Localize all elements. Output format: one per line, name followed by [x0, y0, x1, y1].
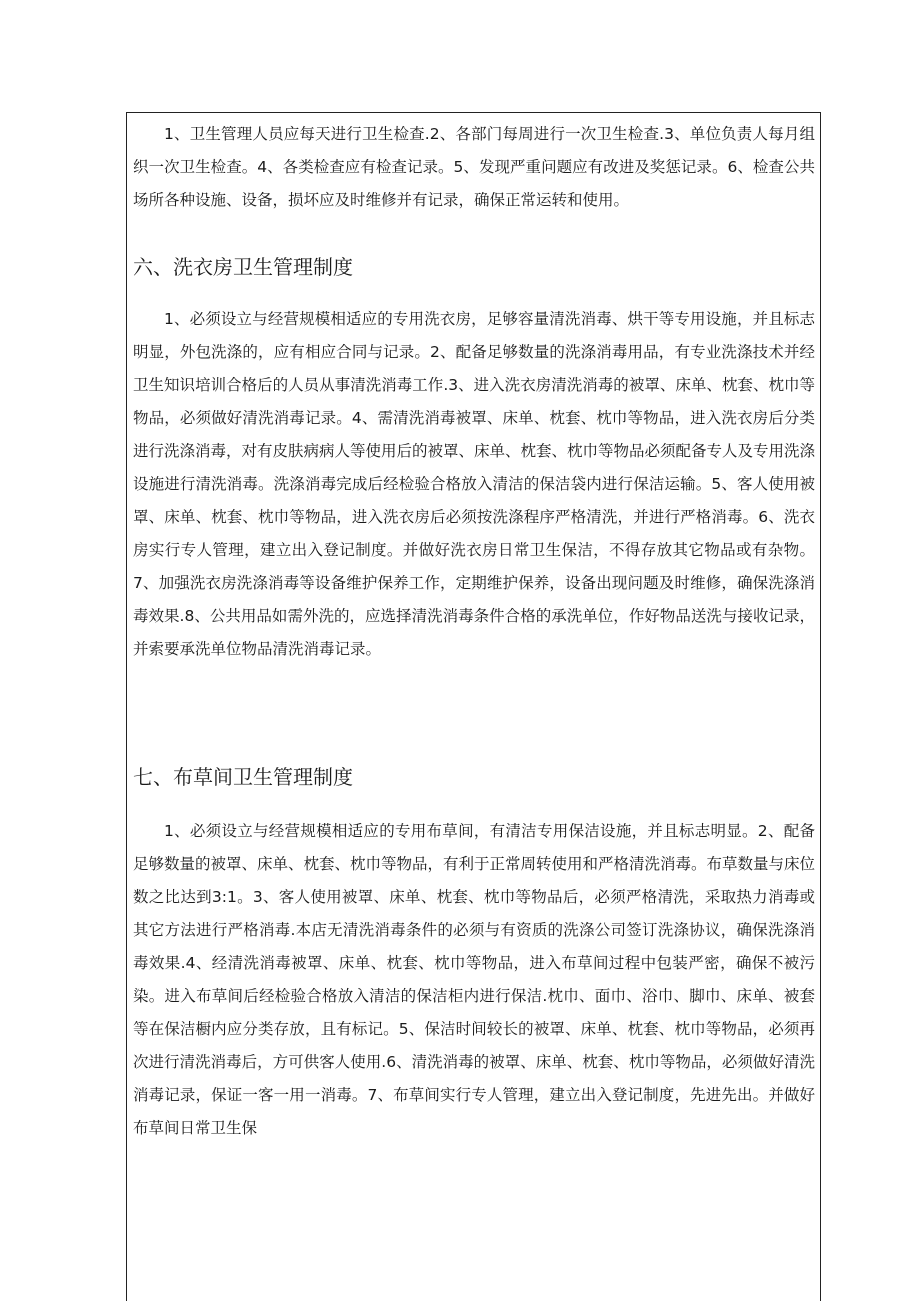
section-7-body: 1、必须设立与经营规模相适应的专用布草间，有清洁专用保洁设施，并且标志明显。2、配备足够数量的被罩、床单、枕套、枕巾等物品，有利于正常周转使用和严格清洗消毒。布草数量与床位数之比达到3:1。3、客人使用被罩、床单、枕套、枕巾等物品后，必须严格清洗，采取热力消毒或其它方法进行严格消毒.本店无清洗消毒条件的必须与有资质的洗涤公司签订洗涤协议，确保洗涤消毒效果.4、经清洗消毒被罩、床单、枕套、枕巾等物品，进入布草间过程中包装严密，确保不被污染。进入布草间后经检验合格放入清洁的保洁柜内进行保洁.枕巾、面巾、浴巾、脚巾、床单、被套等在保洁橱内应分类存放，且有标记。5、保洁时间较长的被罩、床单、枕套、枕巾等物品，必须再次进行清洗消毒后，方可供客人使用.6、清洗消毒的被罩、床单、枕套、枕巾等物品，必须做好清洗消毒记录，保证一客一用一消毒。7、布草间实行专人管理，建立出入登记制度，先进先出。并做好布草间日常卫生保 — [133, 822, 816, 1137]
section-6-body: 1、必须设立与经营规模相适应的专用洗衣房，足够容量清洗消毒、烘干等专用设施，并且标志明显，外包洗涤的，应有相应合同与记录。2、配备足够数量的洗涤消毒用品，有专业洗涤技术并经卫生知识培训合格后的人员从事清洗消毒工作.3、进入洗衣房清洗消毒的被罩、床单、枕套、枕巾等物品，必须做好清洗消毒记录。4、需清洗消毒被罩、床单、枕套、枕巾等物品，进入洗衣房后分类进行洗涤消毒，对有皮肤病病人等使用后的被罩、床单、枕套、枕巾等物品必须配备专人及专用洗涤设施进行清洗消毒。洗涤消毒完成后经检验合格放入清洁的保洁袋内进行保洁运输。5、客人使用被罩、床单、枕套、枕巾等物品，进入洗衣房后必须按洗涤程序严格清洗，并进行严格消毒。6、洗衣房实行专人管理，建立出入登记制度。并做好洗衣房日常卫生保洁，不得存放其它物品或有杂物。7、加强洗衣房洗涤消毒等设备维护保养工作，定期维护保养，设备出现问题及时维修，确保洗涤消毒效果.8、公共用品如需外洗的，应选择清洗消毒条件合格的承洗单位，作好物品送洗与接收记录，并索要承洗单位物品清洗消毒记录。 — [133, 310, 816, 658]
section-6-heading: 六、洗衣房卫生管理制度 — [133, 255, 353, 279]
section-7-heading: 七、布草间卫生管理制度 — [133, 765, 353, 789]
paragraph-inspection-rules: 1、卫生管理人员应每天进行卫生检查.2、各部门每周进行一次卫生检查.3、单位负责人每月组织一次卫生检查。4、各类检查应有检查记录。5、发现严重问题应有改进及奖惩记录。6、检查公共场所各种设施、设备，损坏应及时维修并有记录，确保正常运转和使用。 — [133, 125, 815, 209]
